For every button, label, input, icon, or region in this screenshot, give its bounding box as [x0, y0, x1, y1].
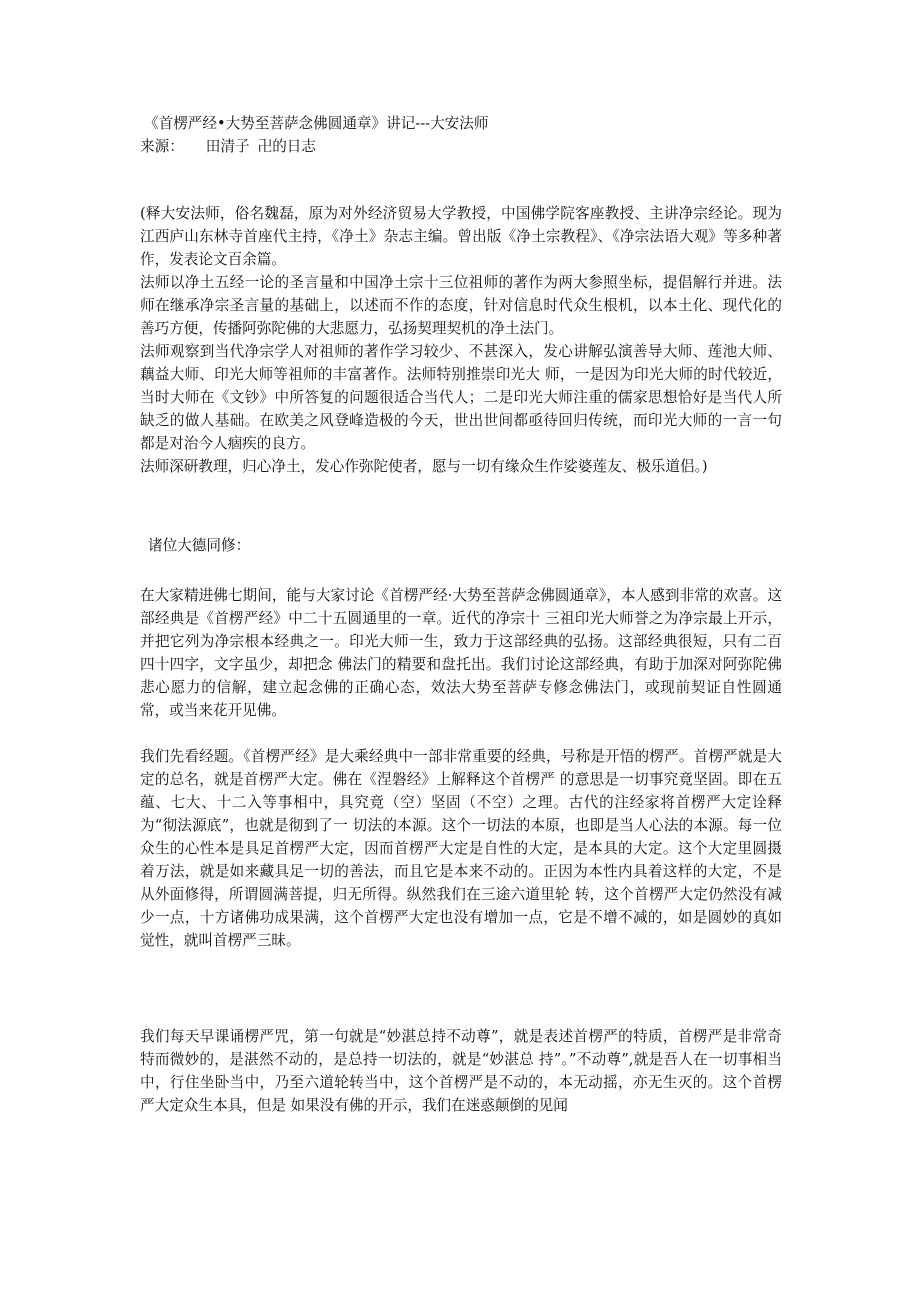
- intro-paragraph: 法师以净土五经一论的圣言量和中国净土宗十三位祖师的著作为两大参照坐标，提倡解行并进。法师在继承净宗圣言量的基础上，以述而不作的态度，针对信息时代众生根机，以本土化、现代化的善巧方便，传播阿弥陀佛的大悲愿力，弘扬契理契机的净土法门。: [140, 274, 782, 337]
- body-paragraph: 我们每天早课诵楞严咒，第一句就是“妙湛总持不动尊”，就是表述首楞严的特质，首楞严是非常奇特而微妙的，是湛然不动的，是总持一切法的，就是“妙湛总 持”。”不动尊”,就是吾人在一切事相当中，行住坐卧当中，乃至六道轮转当中，这个首楞严是不动的，本无动摇，亦无生灭的。这个首楞严大定众生本具，但是 如果没有佛的开示，我们在迷惑颠倒的见闻: [140, 1028, 782, 1114]
- document-page: [140, 112, 782, 1117]
- source-author: 田清子: [205, 138, 250, 155]
- intro-paragraph: 法师深研教理，归心净土，发心作弥陀使者，愿与一切有缘众生作娑婆莲友、极乐道侣。): [140, 458, 708, 475]
- greeting: 诸位大德同修：: [148, 537, 251, 554]
- source-blog: 卍的日志: [257, 138, 316, 155]
- source-label: 来源：: [140, 138, 184, 155]
- source-line: [140, 135, 782, 158]
- body-paragraph: 我们先看经题。《首楞严经》是大乘经典中一部非常重要的经典，号称是开悟的楞严。首楞严就是大定的总名，就是首楞严大定。佛在《涅磐经》上解释这个首楞严 的意思是一切事究竟坚固。即在五蕴、七大、十二入等事相中，具究竟（空）坚固（不空）之理。古代的注经家将首楞严大定诠释为“彻法源底”，也就是彻到了一 切法的本源。这个一切法的本原，也即是当人心法的本源。每一位众生的心性本是具足首楞严大定，因而首楞严大定是自性的大定，是本具的大定。这个大定里圆摄 着万法，就是如来藏具足一切的善法，而且它是本来不动的。正因为本性内具着这样的大定，不是从外面修得，所谓圆满菩提，归无所得。纵然我们在三途六道里轮 转，这个首楞严大定仍然没有减少一点，十方诸佛功成果满，这个首楞严大定也没有增加一点，它是不增不减的，如是圆妙的真如觉性，就叫首楞严三昧。: [140, 748, 782, 949]
- body-paragraph: 在大家精进佛七期间，能与大家讨论《首楞严经·大势至菩萨念佛圆通章》，本人感到非常的欢喜。这部经典是《首楞严经》中二十五圆通里的一章。近代的净宗十 三祖印光大师誉之为净宗最上开示，并把它列为净宗根本经典之一。印光大师一生，致力于这部经典的弘扬。这部经典很短，只有二百四十四字，文字虽少，却把念 佛法门的精要和盘托出。我们讨论这部经典，有助于加深对阿弥陀佛悲心愿力的信解，建立起念佛的正确心态，效法大势至菩萨专修念佛法门，或现前契证自性圆通 常，或当来花开见佛。: [140, 587, 782, 719]
- document-title: 《首楞严经•大势至菩萨念佛圆通章》讲记---大安法师: [144, 115, 489, 132]
- intro-paragraph: 法师观察到当代净宗学人对祖师的著作学习较少、不甚深入，发心讲解弘演善导大师、莲池大师、藕益大师、印光大师等祖师的丰富著作。法师特别推崇印光大 师，一是因为印光大师的时代较近，当时大师在《文钞》中所答复的问题很适合当代人；二是印光大师注重的儒家思想恰好是当代人所缺乏的做人基础。在欧美之风登峰造极的今天，世出世间都亟待回归传统，而印光大师的一言一句都是对治今人痼疾的良方。: [140, 343, 782, 452]
- intro-paragraph: (释大安法师，俗名魏磊，原为对外经济贸易大学教授，中国佛学院客座教授、主讲净宗经论。现为江西庐山东林寺首座代主持，《净土》杂志主编。曾出版《净土宗教程》、《净宗法语大观》等多种著作，发表论文百余篇。: [140, 205, 782, 268]
